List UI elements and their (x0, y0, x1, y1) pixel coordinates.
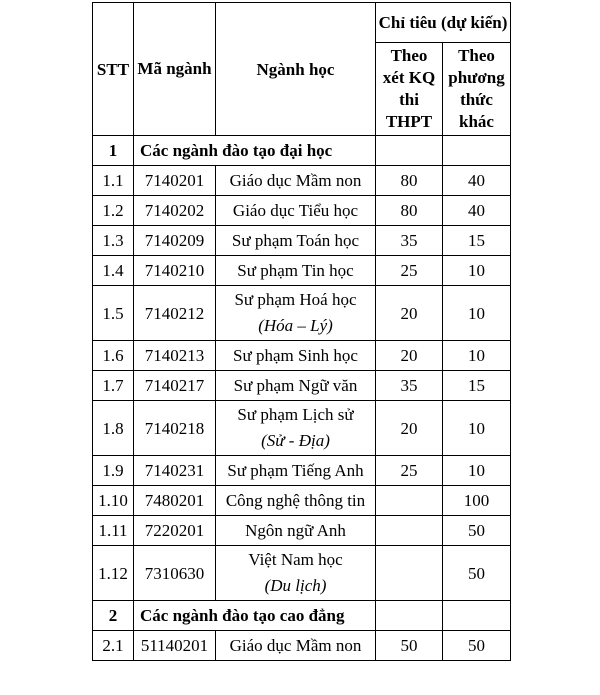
row-stt: 1.3 (93, 226, 134, 256)
row-code: 7140210 (134, 256, 216, 286)
section-number: 2 (93, 601, 134, 631)
row-code: 7140218 (134, 401, 216, 456)
table-row (93, 341, 511, 371)
header-quota-thpt: Theo xét KQ thi THPT (376, 43, 443, 136)
row-stt: 1.7 (93, 371, 134, 401)
row-stt: 1.12 (93, 546, 134, 601)
section-title: Các ngành đào tạo đại học (134, 136, 376, 166)
row-quota-other: 10 (443, 286, 511, 341)
header-quota: Chỉ tiêu (dự kiến) (376, 3, 511, 43)
row-major (216, 516, 376, 546)
table-body (93, 136, 511, 661)
row-quota-other: 50 (443, 516, 511, 546)
table-row (93, 486, 511, 516)
row-major-subtitle: (Sử - Địa) (261, 431, 330, 450)
row-major-name: Sư phạm Ngữ văn (233, 376, 358, 395)
row-major-name: Sư phạm Hoá học (234, 290, 357, 309)
section-empty-cell (376, 136, 443, 166)
table-row (93, 166, 511, 196)
row-quota-other: 10 (443, 256, 511, 286)
section-title: Các ngành đào tạo cao đẳng (134, 601, 376, 631)
row-quota-other: 10 (443, 456, 511, 486)
row-major (216, 486, 376, 516)
row-stt: 1.5 (93, 286, 134, 341)
row-code: 7140213 (134, 341, 216, 371)
row-major-name: Việt Nam học (248, 550, 343, 569)
row-major (216, 256, 376, 286)
admission-quota-table (92, 2, 511, 661)
header-major: Ngành học (216, 3, 376, 136)
row-code: 7140209 (134, 226, 216, 256)
row-major-name: Công nghệ thông tin (225, 491, 366, 510)
row-major (216, 196, 376, 226)
table-row (93, 516, 511, 546)
table-row (93, 226, 511, 256)
section-row (93, 601, 511, 631)
row-major-name: Sư phạm Tiếng Anh (227, 461, 364, 480)
row-quota-other: 15 (443, 371, 511, 401)
row-major (216, 226, 376, 256)
row-quota-thpt: 50 (376, 631, 443, 661)
row-quota-other: 40 (443, 166, 511, 196)
row-major (216, 166, 376, 196)
row-stt: 1.11 (93, 516, 134, 546)
row-major (216, 631, 376, 661)
row-quota-other: 10 (443, 401, 511, 456)
row-quota-thpt: 20 (376, 286, 443, 341)
table-row (93, 256, 511, 286)
row-major-name: Sư phạm Tin học (237, 261, 354, 280)
row-major-name: Giáo dục Mầm non (229, 636, 362, 655)
header-quota-other: Theo phương thức khác (443, 43, 511, 136)
row-code: 7480201 (134, 486, 216, 516)
table-row (93, 546, 511, 601)
row-stt: 1.4 (93, 256, 134, 286)
row-quota-thpt: 20 (376, 401, 443, 456)
row-stt: 1.6 (93, 341, 134, 371)
row-major (216, 286, 376, 341)
row-quota-thpt (376, 486, 443, 516)
row-quota-thpt (376, 516, 443, 546)
section-empty-cell (443, 601, 511, 631)
table-row (93, 401, 511, 456)
row-stt: 2.1 (93, 631, 134, 661)
row-quota-thpt: 35 (376, 226, 443, 256)
row-code: 7140202 (134, 196, 216, 226)
row-code: 7310630 (134, 546, 216, 601)
section-row (93, 136, 511, 166)
row-quota-other: 50 (443, 631, 511, 661)
row-stt: 1.1 (93, 166, 134, 196)
row-major (216, 371, 376, 401)
row-quota-thpt: 25 (376, 256, 443, 286)
row-stt: 1.10 (93, 486, 134, 516)
header-code: Mã ngành (134, 3, 216, 136)
table-row (93, 371, 511, 401)
section-number: 1 (93, 136, 134, 166)
row-quota-thpt: 80 (376, 196, 443, 226)
row-quota-thpt: 35 (376, 371, 443, 401)
row-quota-thpt (376, 546, 443, 601)
table-row (93, 286, 511, 341)
table-row (93, 456, 511, 486)
row-quota-thpt: 20 (376, 341, 443, 371)
row-major (216, 341, 376, 371)
row-major-name: Sư phạm Sinh học (233, 346, 358, 365)
section-empty-cell (376, 601, 443, 631)
row-quota-other: 40 (443, 196, 511, 226)
row-major-subtitle: (Hóa – Lý) (258, 316, 333, 335)
row-stt: 1.8 (93, 401, 134, 456)
row-major-name: Sư phạm Toán học (231, 231, 360, 250)
row-major (216, 456, 376, 486)
header-stt: STT (93, 3, 134, 136)
row-stt: 1.9 (93, 456, 134, 486)
row-quota-thpt: 80 (376, 166, 443, 196)
row-code: 51140201 (134, 631, 216, 661)
table-header (93, 3, 511, 136)
section-empty-cell (443, 136, 511, 166)
row-quota-other: 10 (443, 341, 511, 371)
row-quota-thpt: 25 (376, 456, 443, 486)
row-major (216, 401, 376, 456)
row-code: 7220201 (134, 516, 216, 546)
row-quota-other: 15 (443, 226, 511, 256)
row-major-name: Ngôn ngữ Anh (245, 521, 346, 540)
row-major-subtitle: (Du lịch) (264, 576, 327, 595)
row-code: 7140231 (134, 456, 216, 486)
table-row (93, 196, 511, 226)
row-quota-other: 100 (443, 486, 511, 516)
table-row (93, 631, 511, 661)
row-stt: 1.2 (93, 196, 134, 226)
row-major-name: Giáo dục Mầm non (229, 171, 362, 190)
row-quota-other: 50 (443, 546, 511, 601)
row-code: 7140201 (134, 166, 216, 196)
row-major-name: Sư phạm Lịch sử (237, 405, 354, 424)
row-code: 7140217 (134, 371, 216, 401)
row-major-name: Giáo dục Tiểu học (232, 201, 359, 220)
quota-table-container (92, 2, 511, 661)
row-code: 7140212 (134, 286, 216, 341)
row-major (216, 546, 376, 601)
